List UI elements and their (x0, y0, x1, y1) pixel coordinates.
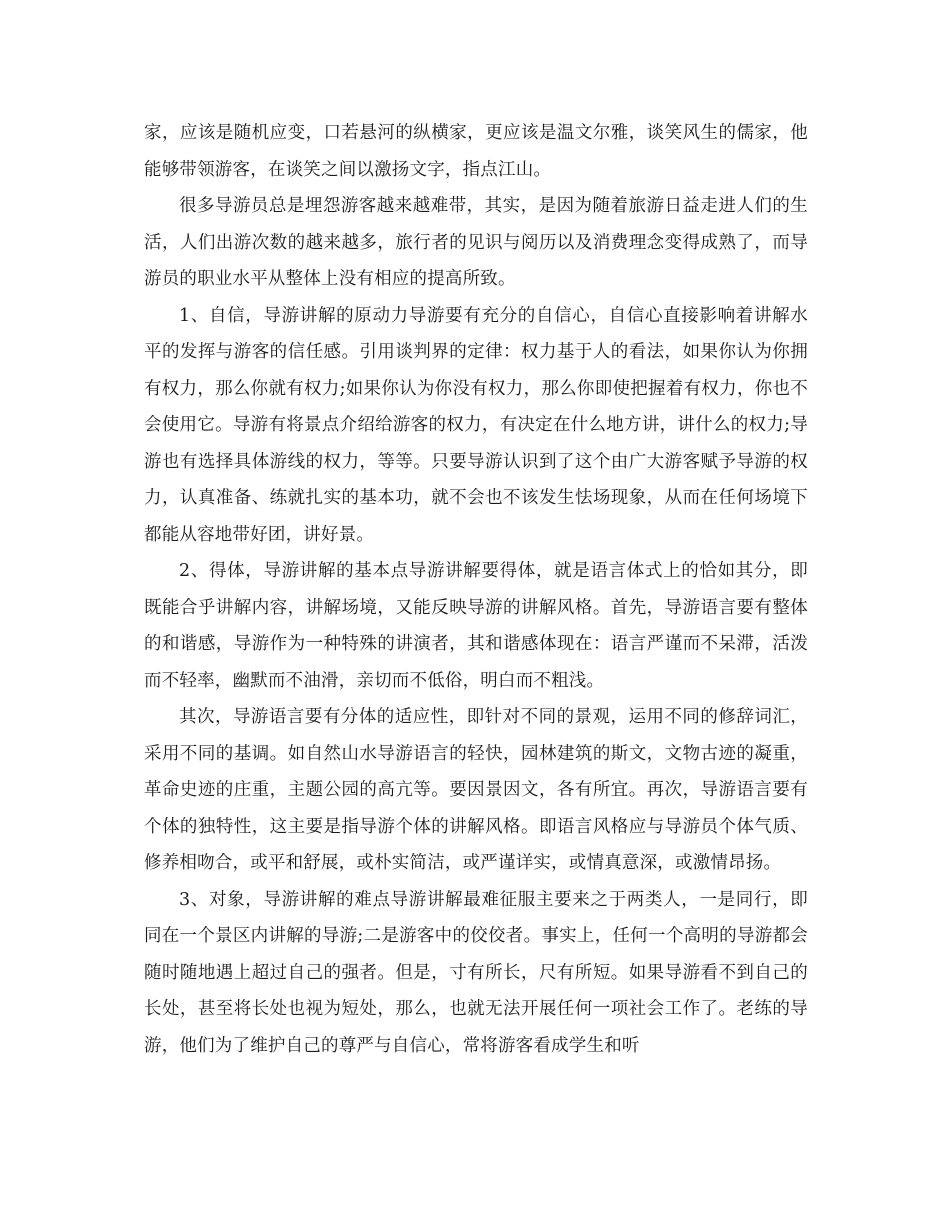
paragraph: 2、得体，导游讲解的基本点导游讲解要得体，就是语言体式上的恰如其分，即既能合乎讲解内容，讲解场境，又能反映导游的讲解风格。首先，导游语言要有整体的和谐感，导游作为一种特殊的讲演者，其和谐感体现在：语言严谨而不呆滞，活泼而不轻率，幽默而不油滑，亲切而不低俗，明白而不粗浅。 (144, 561, 808, 691)
paragraph: 3、对象，导游讲解的难点导游讲解最难征服主要来之于两类人，一是同行，即同在一个景区内讲解的导游;二是游客中的佼佼者。事实上，任何一个高明的导游都会随时随地遇上超过自己的强者。但是，寸有所长，尺有所短。如果导游看不到自己的长处，甚至将长处也视为短处，那么，也就无法开展任何一项社会工作了。老练的导游，他们为了维护自己的尊严与自信心，常将游客看成学生和听 (144, 889, 808, 1056)
paragraph: 其次，导游语言要有分体的适应性，即针对不同的景观，运用不同的修辞词汇，采用不同的基调。如自然山水导游语言的轻快，园林建筑的斯文，文物古迹的凝重，革命史迹的庄重，主题公园的高亢等。要因景因文，各有所宜。再次，导游语言要有个体的独特性，这主要是指导游个体的讲解风格。即语言风格应与导游员个体气质、修养相吻合，或平和舒展，或朴实简洁，或严谨详实，或情真意深，或激情昂扬。 (144, 707, 808, 873)
paragraph: 家，应该是随机应变，口若悬河的纵横家，更应该是温文尔雅，谈笑风生的儒家，他能够带领游客，在谈笑之间以激扬文字，指点江山。 (144, 123, 808, 180)
document-body (144, 115, 808, 1064)
paragraph: 很多导游员总是埋怨游客越来越难带，其实，是因为随着旅游日益走进人们的生活，人们出游次数的越来越多，旅行者的见识与阅历以及消费理念变得成熟了，而导游员的职业水平从整体上没有相应的提高所致。 (144, 196, 808, 289)
paragraph: 1、自信，导游讲解的原动力导游要有充分的自信心，自信心直接影响着讲解水平的发挥与游客的信任感。引用谈判界的定律：权力基于人的看法，如果你认为你拥有权力，那么你就有权力;如果你认为你没有权力，那么你即使把握着有权力，你也不会使用它。导游有将景点介绍给游客的权力，有决定在什么地方讲，讲什么的权力;导游也有选择具体游线的权力，等等。只要导游认识到了这个由广大游客赋予导游的权力，认真准备、练就扎实的基本功，就不会也不该发生怯场现象，从而在任何场境下都能从容地带好团，讲好景。 (144, 305, 808, 545)
